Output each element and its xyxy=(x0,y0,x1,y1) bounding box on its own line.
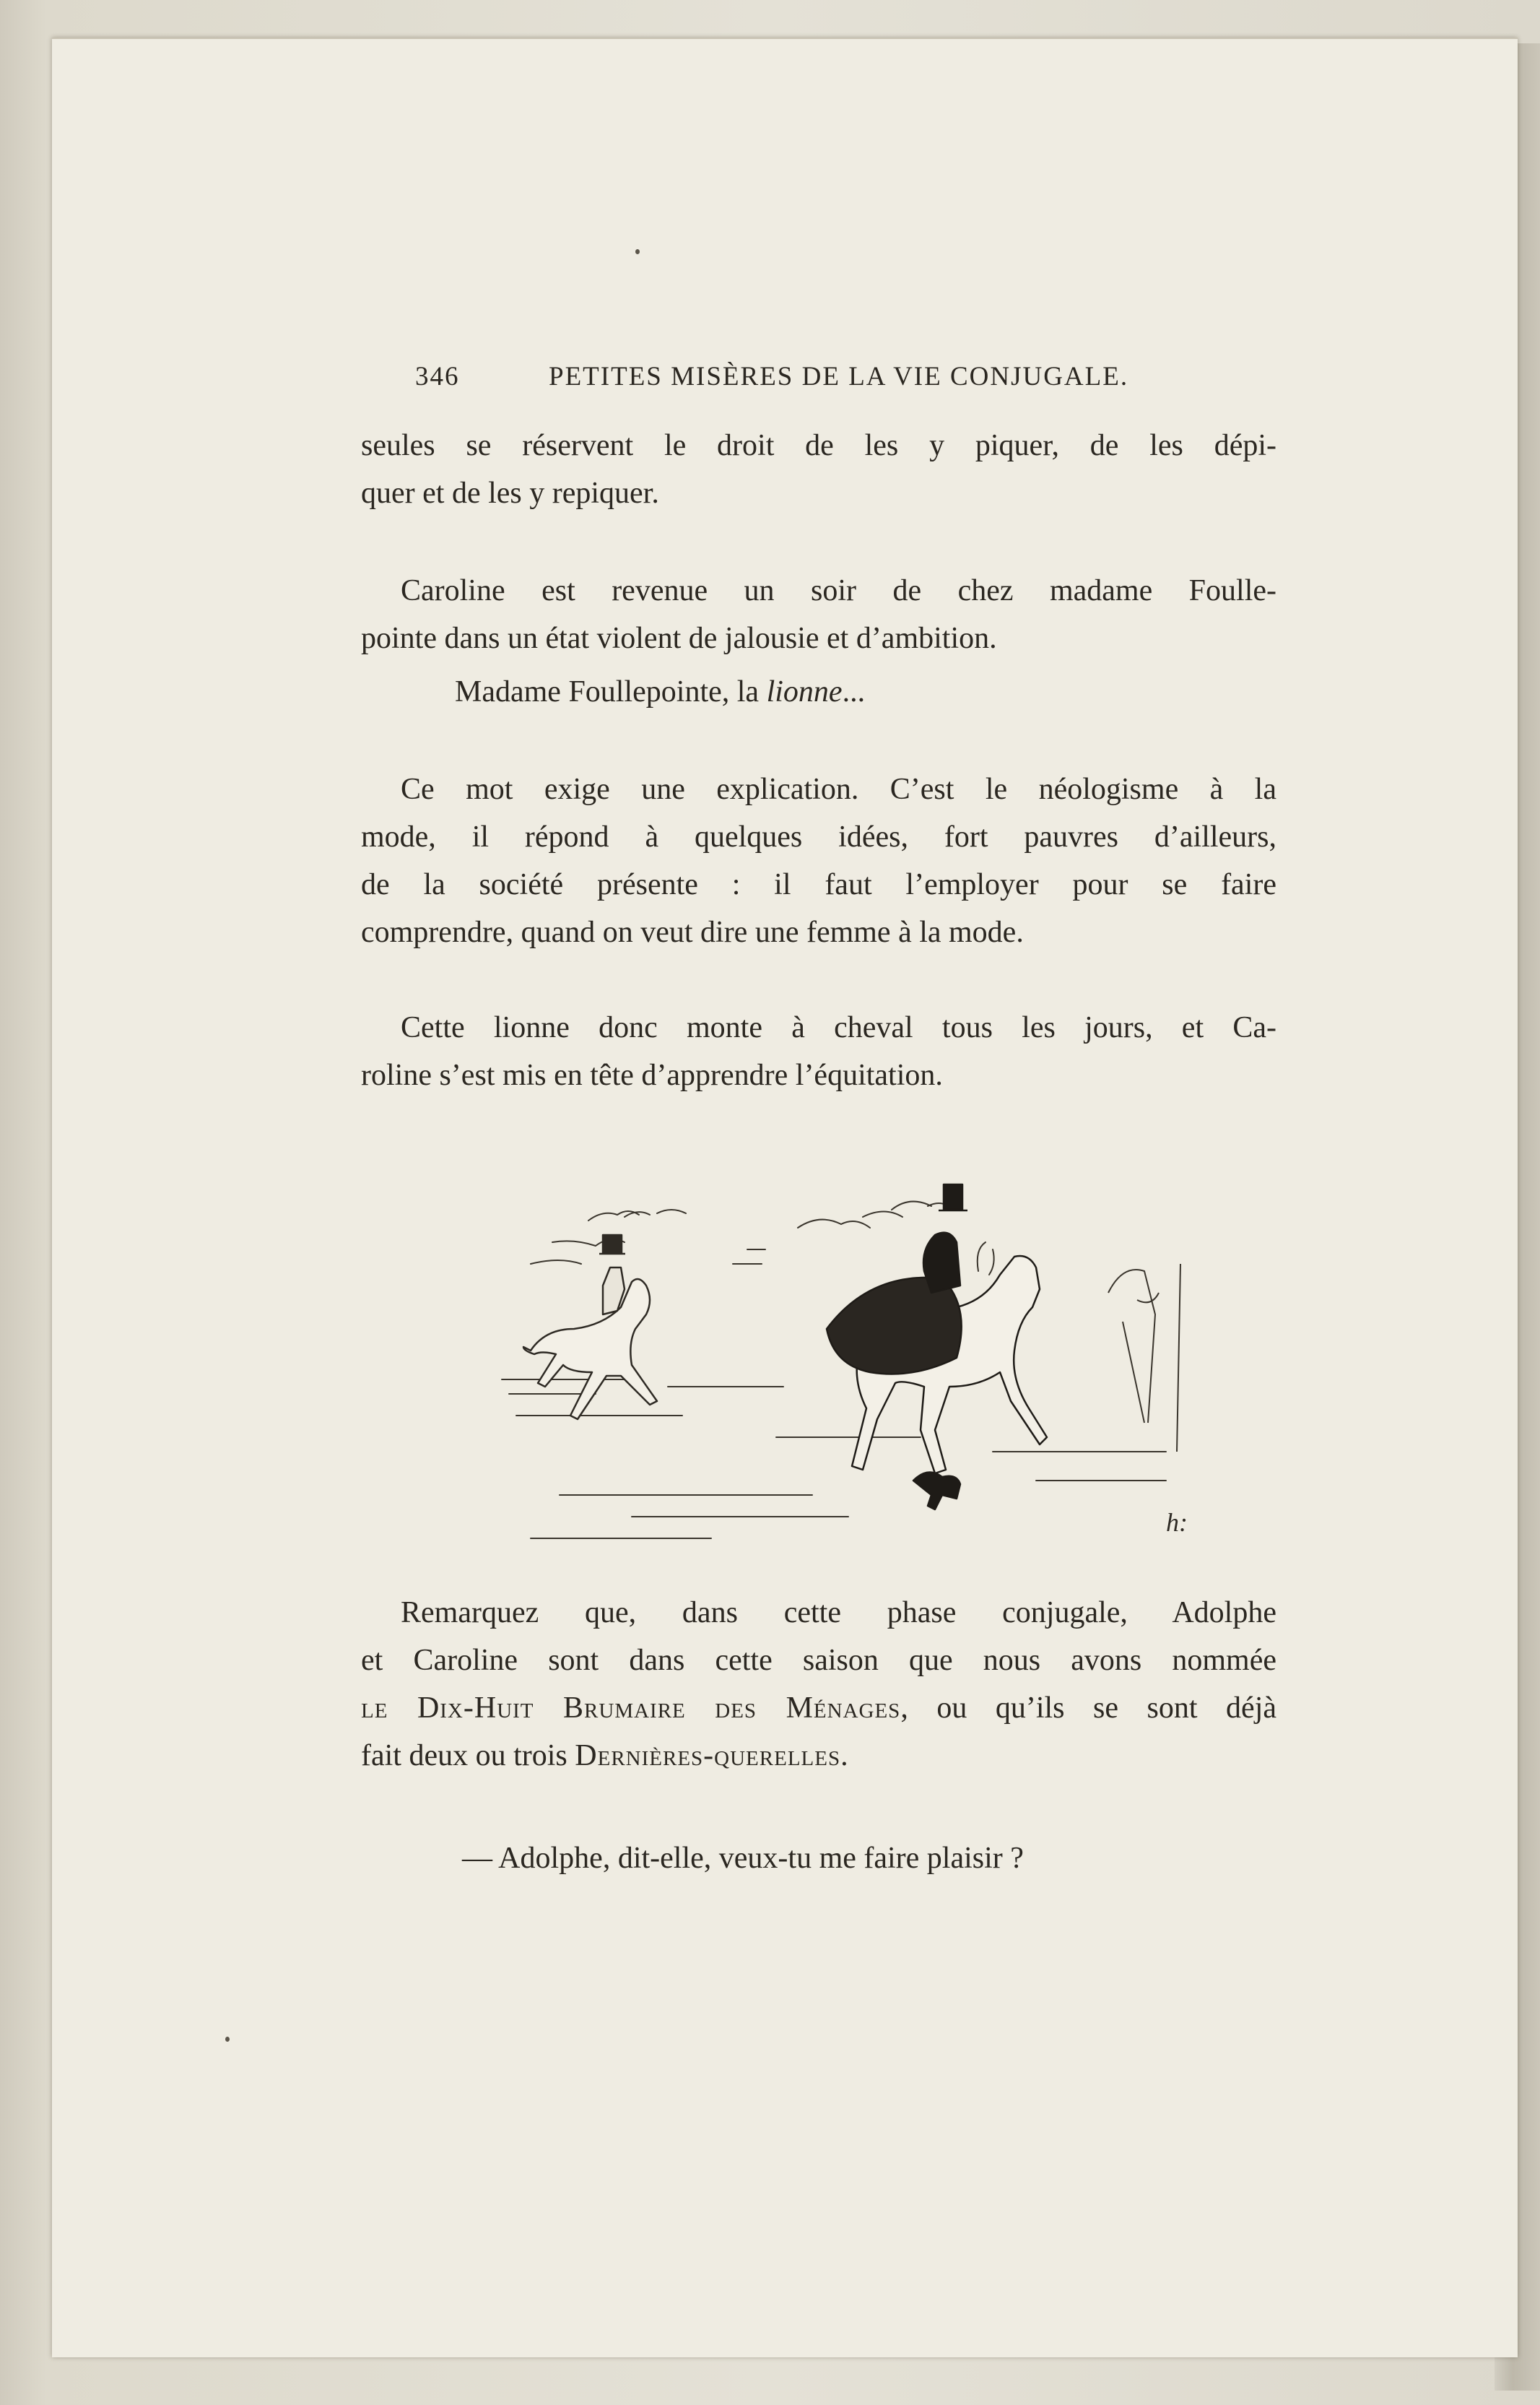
paragraph-2 xyxy=(361,567,1276,662)
italic-word: lionne xyxy=(766,675,843,708)
text-line xyxy=(361,1684,1276,1732)
text-line: mode, il répond à quelques idées, fort pauvres d’ailleurs, xyxy=(361,820,1276,854)
text-line: pointe dans un état violent de jalousie et d’ambition. xyxy=(361,622,997,655)
text-line: Cette lionne donc monte à cheval tous les jours, et Ca- xyxy=(401,1011,1276,1044)
text-line: Ce mot exige une explication. C’est le néologisme à la xyxy=(401,773,1276,806)
ink-speck xyxy=(225,2037,230,2042)
small-caps-phrase: le Dix-Huit Brumaire des Ménages xyxy=(361,1691,901,1725)
text-run: fait deux ou trois xyxy=(361,1739,575,1772)
text-line: et Caroline sont dans cette saison que nous avons nommée xyxy=(361,1644,1276,1677)
text-line: comprendre, quand on veut dire une femme à la mode. xyxy=(361,916,1024,949)
artist-signature: h: xyxy=(1166,1508,1188,1537)
text-line: Remarquez que, dans cette phase conjugale, Adolphe xyxy=(401,1596,1276,1629)
text-line: Caroline est revenue un soir de chez madame Foulle- xyxy=(401,574,1276,607)
small-caps-phrase: Dernières-querelles. xyxy=(575,1739,849,1772)
text-line: seules se réservent le droit de les y piquer, de les dépi- xyxy=(361,429,1276,462)
paragraph-4 xyxy=(361,766,1276,956)
ellipsis: ... xyxy=(842,675,866,708)
paragraph-3 xyxy=(361,668,1276,716)
running-header xyxy=(415,361,1159,404)
running-title: PETITES MISÈRES DE LA VIE CONJUGALE. xyxy=(549,362,1129,391)
text-line xyxy=(361,1732,1276,1780)
text-line: roline s’est mis en tête d’apprendre l’équitation. xyxy=(361,1059,943,1092)
horse-riding-illustration xyxy=(487,1177,1217,1553)
paragraph-7 xyxy=(361,1834,1276,1882)
text-run: Madame Foullepointe, la xyxy=(455,675,767,708)
paragraph-5 xyxy=(361,1004,1276,1099)
text-line: quer et de les y repiquer. xyxy=(361,477,659,510)
ink-speck xyxy=(635,249,640,254)
text-line: — Adolphe, dit-elle, veux-tu me faire plaisir ? xyxy=(462,1842,1024,1875)
text-run: , ou qu’ils se sont déjà xyxy=(900,1691,1277,1725)
page-number: 346 xyxy=(415,362,460,391)
text-line xyxy=(361,668,1276,716)
text-line: de la société présente : il faut l’employer pour se faire xyxy=(361,868,1276,901)
paragraph-1 xyxy=(361,422,1276,517)
paragraph-6 xyxy=(361,1589,1276,1780)
